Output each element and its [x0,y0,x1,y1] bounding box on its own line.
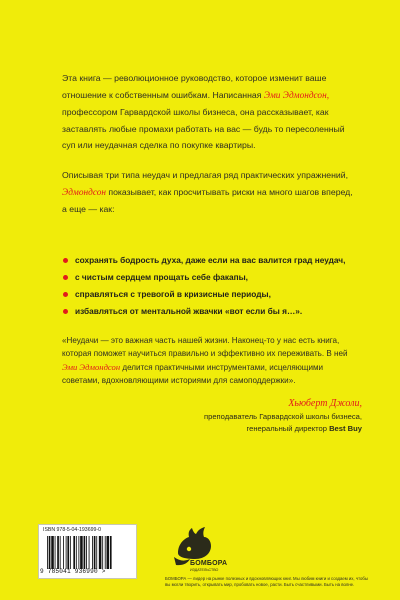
testimonial-author-name: Хьюберт Джоли, [288,398,362,409]
author-name-highlight: Эдмондсон [62,187,106,198]
publisher-sub: ИЗДАТЕЛЬСТВО [190,568,219,572]
bullet-dot-icon [63,309,68,314]
testimonial-author [204,398,362,435]
description-text: Эта книга — революционное руководство, которое изменит ваше отношение к собственным ошибкам. Написанная [62,73,327,100]
list-item [63,286,363,303]
barcode [38,524,137,579]
list-item-text: сохранять бодрость духа, даже если на вас валится град неудач, [75,255,346,265]
barcode-digits: 9 785041 936990 > [40,568,106,575]
description-text: показывает, как просчитывать риски на много шагов вперед, а еще — как: [62,186,353,215]
list-item [63,269,363,286]
barcode-bars [47,536,129,569]
description-text: Описывая три типа неудач и предлагая ряд практических упражнений, [62,169,349,180]
benefits-list [63,252,363,320]
quote-text: делится практичными инструментами, исцеляющими советами, вдохновляющими историями для самоподдержки». [62,362,324,385]
description-paragraph-2 [62,167,354,218]
publisher-name: БОМБОРА [190,560,228,567]
description [62,70,354,231]
list-item [63,252,363,269]
testimonial-quote [62,334,362,387]
quote-text: «Неудачи — это важная часть нашей жизни. Наконец-то у нас есть книга, которая поможет научиться правильно и эффективно их переживать. В ней [62,336,348,359]
bullet-dot-icon [63,292,68,297]
list-item [63,303,363,320]
bullet-dot-icon [63,275,68,280]
bullet-dot-icon [63,258,68,263]
author-name-highlight: Эми Эдмондсон [62,361,121,372]
testimonial-author-role: генеральный директор [246,424,330,433]
author-name-highlight: Эми Эдмондсон, [263,90,330,101]
isbn-number: ISBN 978-5-04-193699-0 [43,527,101,533]
list-item-text: избавляться от ментальной жвачки «вот если бы я…». [75,306,303,316]
testimonial-author-title: преподаватель Гарвардской школы бизнеса, [204,412,362,421]
list-item-text: справляться с тревогой в кризисные периоды, [75,289,271,299]
description-paragraph-1 [62,70,354,154]
list-item-text: с чистым сердцем прощать себе факапы, [75,272,248,282]
publisher-note: БОМБОРА — лидер на рынке полезных и вдохновляющих книг. Мы любим книги и создаем их, чтобы вы могли творить, открывать мир, пробовать новое, расти. Быть счастливыми. Быть на волне. [165,576,368,588]
description-text: профессором Гарвардской школы бизнеса, она рассказывает, как заставлять любые промахи работать на вас — будь то пересоленный суп или неудачная сделка по покупке квартиры. [62,107,345,151]
company-name: Best Buy [329,424,362,433]
